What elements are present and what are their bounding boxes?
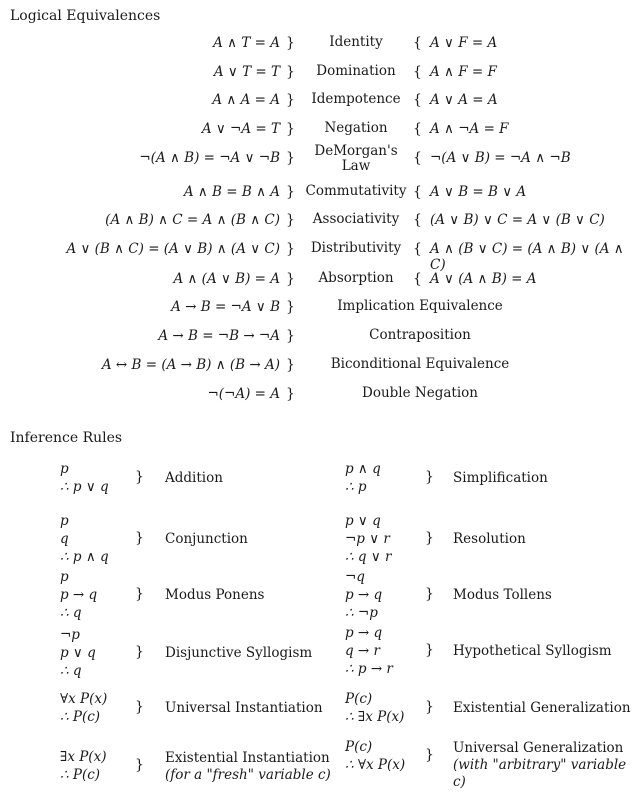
rule-premises <box>60 626 96 680</box>
rule-brace: } <box>425 586 434 602</box>
right-brace: { <box>413 241 422 257</box>
rule-brace: } <box>135 757 144 773</box>
equivalence-row <box>0 143 641 174</box>
rule-name-text: Universal Generalization <box>453 740 624 756</box>
rule-line: ∴ ∃x P(x) <box>345 709 405 725</box>
rule-line: ∴ p <box>345 479 367 495</box>
rule-brace: } <box>425 699 434 715</box>
rule-line: p ∨ q <box>345 513 381 529</box>
rule-name <box>165 750 331 784</box>
rule-line: p ∧ q <box>345 461 381 477</box>
rule-premises <box>345 624 393 678</box>
equivalence-left-formula: ¬(A ∧ B) = ¬A ∨ ¬B <box>139 150 280 166</box>
rule-brace: } <box>135 469 144 485</box>
rule-name <box>165 470 223 487</box>
left-brace: } <box>286 299 295 315</box>
left-brace: } <box>286 241 295 257</box>
equivalence-name: Biconditional Equivalence <box>330 356 510 372</box>
equivalence-row <box>0 271 641 295</box>
rule-brace: } <box>135 530 144 546</box>
rule-line: p <box>60 513 69 529</box>
equivalence-row <box>0 64 641 88</box>
equivalence-left-formula: A → B = ¬B → ¬A <box>158 328 280 344</box>
rule-line: ∴ P(c) <box>60 767 101 783</box>
rule-name <box>453 740 641 791</box>
equivalence-name: Double Negation <box>362 385 478 401</box>
rule-line: p → q <box>345 625 383 641</box>
rule-line: ∴ ∀x P(x) <box>345 757 406 773</box>
equivalence-left-formula: A ∨ ¬A = T <box>201 121 280 137</box>
rule-name <box>165 531 248 548</box>
equivalence-left-formula: A ∧ B = B ∧ A <box>183 184 280 200</box>
rule-line: q <box>60 531 69 547</box>
left-brace: } <box>286 386 295 402</box>
equivalence-left-formula: A ∧ (A ∨ B) = A <box>173 271 280 287</box>
equivalence-row <box>0 328 641 352</box>
rule-premises <box>345 690 404 726</box>
right-brace: { <box>413 271 422 287</box>
equivalence-right-formula: A ∧ ¬A = F <box>430 121 509 137</box>
right-brace: { <box>413 150 422 166</box>
left-brace: } <box>286 92 295 108</box>
rule-premises <box>60 512 109 566</box>
equivalence-name: Contraposition <box>369 327 471 343</box>
rule-name-text: Modus Ponens <box>165 587 265 603</box>
equivalence-name-line: DeMorgan's <box>314 143 398 159</box>
rule-name-text: Resolution <box>453 531 526 547</box>
equivalence-right-formula: A ∨ (A ∧ B) = A <box>430 271 537 287</box>
left-brace: } <box>286 184 295 200</box>
equivalence-row <box>0 184 641 208</box>
left-brace: } <box>286 64 295 80</box>
equivalence-left-formula: ¬(¬A) = A <box>207 386 280 402</box>
equivalences-heading: Logical Equivalences <box>10 8 161 24</box>
rule-name-text: Hypothetical Syllogism <box>453 643 612 659</box>
rule-name-text: Existential Instantiation <box>165 750 330 766</box>
left-brace: } <box>286 35 295 51</box>
equivalence-right-formula: A ∨ A = A <box>430 92 498 108</box>
equivalence-name: Domination <box>316 63 396 79</box>
equivalence-left-formula: A ∧ A = A <box>212 92 280 108</box>
equivalence-left-formula: A ∨ (B ∧ C) = (A ∨ B) ∧ (A ∨ C) <box>66 241 280 257</box>
equivalence-name: Absorption <box>318 270 394 286</box>
left-brace: } <box>286 150 295 166</box>
equivalence-name-line: Law <box>341 158 371 174</box>
rule-line: ¬p <box>60 627 80 643</box>
equivalence-name: Commutativity <box>305 183 407 199</box>
equivalence-right-formula: A ∨ B = B ∨ A <box>430 184 527 200</box>
rule-line: ∴ q <box>60 605 82 621</box>
equivalence-row <box>0 357 641 381</box>
equivalence-row <box>0 121 641 145</box>
equivalence-name: Idempotence <box>311 91 401 107</box>
equivalence-row <box>0 35 641 59</box>
rule-line: P(c) <box>345 739 373 755</box>
right-brace: { <box>413 184 422 200</box>
rule-note: (with "arbitrary" variable c) <box>453 757 627 790</box>
rule-name <box>453 531 526 548</box>
equivalence-left-formula: A → B = ¬A ∨ B <box>171 299 280 315</box>
right-brace: { <box>413 212 422 228</box>
left-brace: } <box>286 357 295 373</box>
rule-brace: } <box>135 644 144 660</box>
left-brace: } <box>286 328 295 344</box>
equivalence-right-formula: A ∧ (B ∨ C) = (A ∧ B) ∨ (A ∧ C) <box>430 241 624 273</box>
equivalence-name: Implication Equivalence <box>337 298 503 314</box>
rule-premises <box>345 738 405 774</box>
equivalence-right-formula: A ∧ F = F <box>430 64 497 80</box>
rule-premises <box>60 690 107 726</box>
rule-line: p ∨ q <box>60 645 96 661</box>
equivalence-name: Associativity <box>312 211 400 227</box>
inference-heading: Inference Rules <box>10 430 123 446</box>
rule-line: ∴ p → r <box>345 661 393 677</box>
left-brace: } <box>286 271 295 287</box>
rule-name <box>453 470 548 487</box>
right-brace: { <box>413 92 422 108</box>
rule-name <box>165 587 264 604</box>
rule-line: ¬p ∨ r <box>345 531 390 547</box>
rule-line: P(c) <box>345 691 373 707</box>
rule-line: ∴ P(c) <box>60 709 101 725</box>
rule-name-text: Existential Generalization <box>453 700 631 716</box>
rule-premises <box>345 568 382 622</box>
rule-line: ∴ q ∨ r <box>345 549 392 565</box>
equivalence-row <box>0 386 641 410</box>
left-brace: } <box>286 121 295 137</box>
rule-premises <box>60 460 109 496</box>
rule-line: p → q <box>345 587 383 603</box>
rule-name-text: Simplification <box>453 470 548 486</box>
equivalence-right-formula: ¬(A ∨ B) = ¬A ∧ ¬B <box>430 150 571 166</box>
rule-name-text: Conjunction <box>165 531 248 547</box>
rule-line: ∴ q <box>60 663 82 679</box>
rule-note: (for a "fresh" variable c) <box>165 767 331 783</box>
rule-line: ¬q <box>345 569 365 585</box>
equivalence-row <box>0 92 641 116</box>
equivalence-left-formula: (A ∧ B) ∧ C = A ∧ (B ∧ C) <box>105 212 280 228</box>
equivalence-left-formula: A ∨ T = T <box>213 64 280 80</box>
rule-brace: } <box>425 530 434 546</box>
rule-line: q → r <box>345 643 380 659</box>
rule-name <box>453 700 631 717</box>
rule-line: ∴ p ∨ q <box>60 479 109 495</box>
rule-name <box>165 700 323 717</box>
rule-name <box>453 587 552 604</box>
equivalence-name: Negation <box>324 120 388 136</box>
right-brace: { <box>413 64 422 80</box>
rule-name <box>165 645 312 662</box>
equivalence-right-formula: A ∨ F = A <box>430 35 498 51</box>
rule-line: ∀x P(x) <box>60 691 108 707</box>
rule-line: ∴ ¬p <box>345 605 378 621</box>
rule-name <box>453 643 612 660</box>
equivalence-row <box>0 240 641 273</box>
rule-line: p → q <box>60 587 98 603</box>
rule-brace: } <box>425 642 434 658</box>
rule-premises <box>60 568 97 622</box>
equivalence-row <box>0 299 641 323</box>
rule-name-text: Disjunctive Syllogism <box>165 645 313 661</box>
equivalence-name: Distributivity <box>310 240 402 256</box>
equivalence-left-formula: A ↔ B = (A → B) ∧ (B → A) <box>101 357 280 373</box>
rule-premises <box>345 460 381 496</box>
equivalence-name <box>300 144 412 174</box>
right-brace: { <box>413 35 422 51</box>
equivalence-left-formula: A ∧ T = A <box>213 35 280 51</box>
rule-line: ∃x P(x) <box>60 749 107 765</box>
rule-premises <box>60 748 106 784</box>
left-brace: } <box>286 212 295 228</box>
rule-name-text: Universal Instantiation <box>165 700 323 716</box>
rule-line: p <box>60 461 69 477</box>
rule-line: p <box>60 569 69 585</box>
rule-brace: } <box>425 469 434 485</box>
rule-brace: } <box>135 586 144 602</box>
rule-brace: } <box>135 699 144 715</box>
equivalence-right-formula: (A ∨ B) ∨ C = A ∨ (B ∨ C) <box>430 212 605 228</box>
right-brace: { <box>413 121 422 137</box>
equivalence-name: Identity <box>329 34 383 50</box>
rule-name-text: Addition <box>165 470 223 486</box>
rule-line: ∴ p ∧ q <box>60 549 109 565</box>
rule-premises <box>345 512 391 566</box>
equivalence-row <box>0 212 641 236</box>
rule-name-text: Modus Tollens <box>453 587 552 603</box>
rule-brace: } <box>425 747 434 763</box>
